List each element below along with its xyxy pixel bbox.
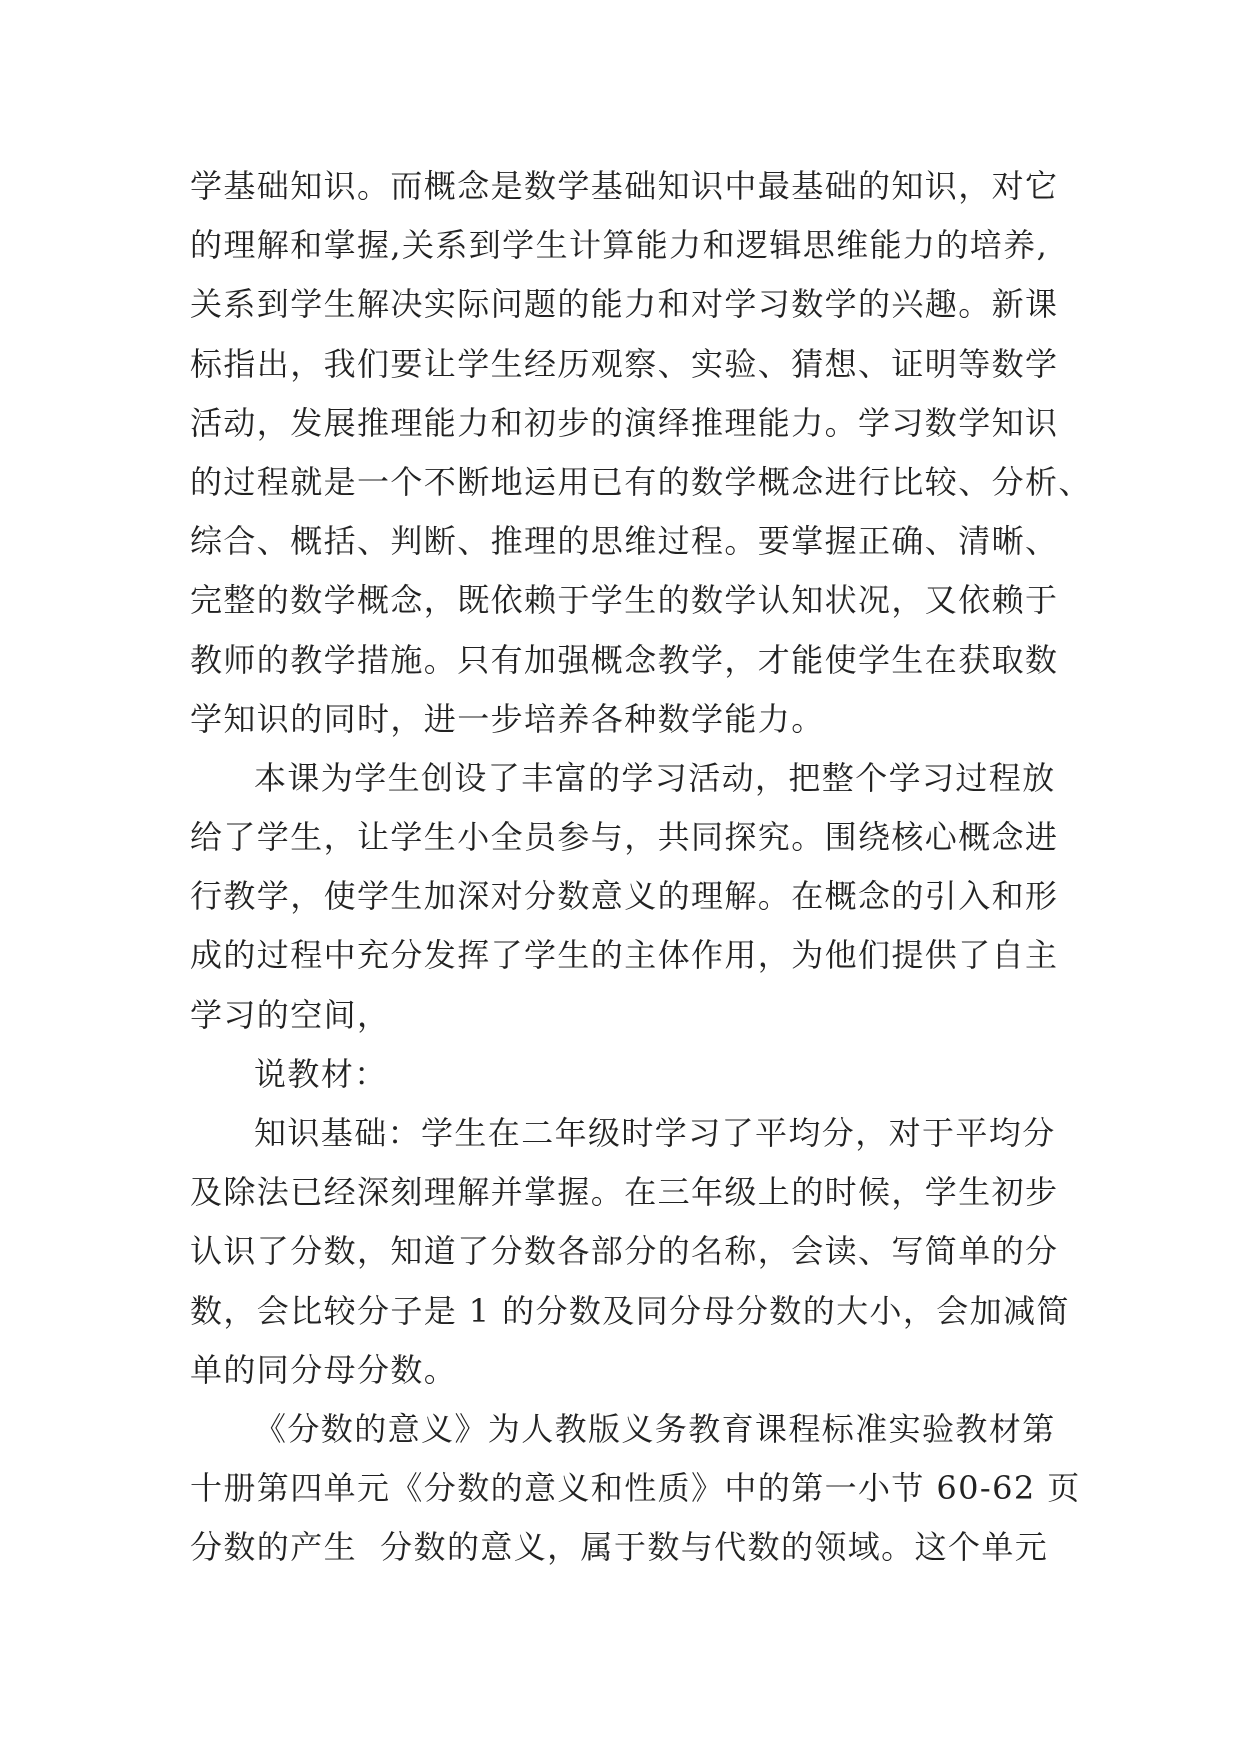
text-line: 成的过程中充分发挥了学生的主体作用，为他们提供了自主 [190,936,1059,975]
text-line: 认识了分数，知道了分数各部分的名称，会读、写简单的分 [190,1232,1059,1271]
text-line: 的理解和掌握,关系到学生计算能力和逻辑思维能力的培养, [190,226,1049,265]
text-line: 《分数的意义》为人教版义务教育课程标准实验教材第 [254,1409,1056,1448]
text-line: 分数的产生 分数的意义，属于数与代数的领域。这个单元 [190,1528,1049,1567]
text-line: 十册第四单元《分数的意义和性质》中的第一小节 60-62 页 [190,1469,1081,1508]
text-line: 关系到学生解决实际问题的能力和对学习数学的兴趣。新课 [190,285,1059,324]
text-line: 教师的教学措施。只有加强概念教学，才能使学生在获取数 [190,640,1059,679]
text-line: 数，会比较分子是 1 的分数及同分母分数的大小，会加减简 [190,1291,1070,1330]
text-line: 及除法已经深刻理解并掌握。在三年级上的时候，学生初步 [190,1173,1059,1212]
text-line: 给了学生，让学生小全员参与，共同探究。围绕核心概念进 [190,818,1059,857]
text-line: 标指出，我们要让学生经历观察、实验、猜想、证明等数学 [190,344,1059,383]
text-line: 学基础知识。而概念是数学基础知识中最基础的知识，对它 [190,167,1059,205]
text-line: 知识基础：学生在二年级时学习了平均分，对于平均分 [254,1114,1056,1152]
body-text [190,157,1090,1578]
text-line: 的过程就是一个不断地运用已有的数学概念进行比较、分析、 [190,462,1092,501]
text-line: 学知识的同时，进一步培养各种数学能力。 [190,699,825,738]
text-line: 单的同分母分数。 [190,1350,458,1389]
text-line: 活动，发展推理能力和初步的演绎推理能力。学习数学知识 [190,403,1059,442]
text-line: 行教学，使学生加深对分数意义的理解。在概念的引入和形 [190,877,1059,916]
text-line: 学习的空间， [190,995,391,1034]
text-line: 完整的数学概念，既依赖于学生的数学认知状况，又依赖于 [190,581,1059,620]
text-line: 说教材： [254,1054,388,1093]
text-line: 综合、概括、判断、推理的思维过程。要掌握正确、清晰、 [190,522,1059,561]
text-line: 本课为学生创设了丰富的学习活动，把整个学习过程放 [254,758,1056,797]
